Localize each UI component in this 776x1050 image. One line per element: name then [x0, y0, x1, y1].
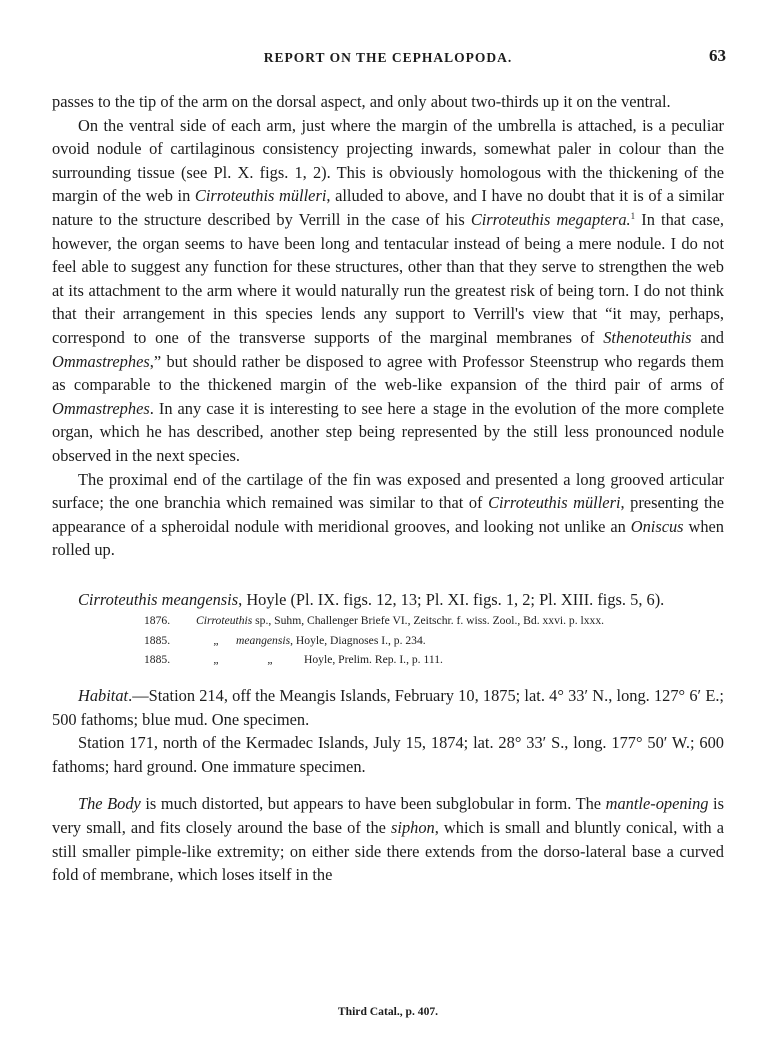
taxon-name: Sthenoteuthis: [603, 327, 692, 347]
section-term: The Body: [78, 794, 141, 814]
paragraph-text: . In any case it is interesting to see here a stage in the evolution of the more complete organ, which he has described, another step being represented by the still less pronounced nodule observed in the next species.: [52, 398, 724, 465]
taxon-name: Cirroteuthis: [196, 614, 253, 628]
synonymy-text: , Hoyle, Diagnoses I., p. 234.: [290, 633, 426, 647]
species-heading: [52, 588, 724, 612]
synonymy-text: Hoyle, Prelim. Rep. I., p. 111.: [304, 653, 443, 667]
footnote: Third Catal., p. 407.: [337, 1005, 439, 1018]
paragraph-text: passes to the tip of the arm on the dorsal aspect, and only about two-thirds up it on the ventral.: [52, 92, 671, 111]
habitat-label: Habitat: [78, 685, 129, 705]
synonymy-year: 1876.: [144, 614, 171, 628]
paragraph-text: when rolled up.: [52, 516, 725, 560]
taxon-name: Ommastrephes: [52, 351, 150, 371]
running-title: REPORT ON THE CEPHALOPODA.: [263, 50, 513, 65]
page-header: [50, 46, 726, 70]
station-text: Station 171, north of the Kermadec Islands, July 15, 1874; lat. 28° 33′ S., long. 177° 50′ W.; 600 fathoms; hard ground. One immature specimen.: [52, 733, 724, 776]
synonymy-list: [144, 611, 724, 670]
page-body: [52, 90, 724, 887]
taxon-name: Oniscus: [630, 516, 684, 536]
paragraph-text: , which is small and bluntly conical, with a still smaller pimple-like extremity; on either side there extends from the dorso-lateral base a curved fold of membrane, which loses itself in the: [52, 817, 724, 885]
page-number: 63: [709, 46, 726, 65]
species-name: Cirroteuthis meangensis: [78, 589, 239, 609]
habitat-text: .—Station 214, off the Meangis Islands, February 10, 1875; lat. 4° 33′ N., long. 127° 6′ E.; 500 fathoms; blue mud. One specimen.: [52, 685, 724, 729]
footnote-marker: 1: [630, 210, 636, 221]
paragraph-text: and: [691, 327, 725, 347]
body-description-paragraph: [52, 792, 724, 886]
synonymy-year: 1885.: [144, 653, 171, 667]
synonymy-entry: [144, 611, 724, 631]
paragraph-text: , alluded to above, and I have no doubt that it is of a similar nature to the structure described by Verrill in the case of his: [52, 186, 725, 229]
paragraph-ventral-nodule: [52, 114, 724, 468]
ditto-mark: „: [213, 633, 219, 647]
ditto-mark: „: [213, 653, 219, 667]
taxon-name: Cirroteuthis mülleri: [488, 493, 621, 513]
section-term: mantle-opening: [605, 794, 709, 814]
paragraph-text: is very small, and fits closely around the base of the: [52, 794, 724, 837]
habitat-paragraph: [52, 684, 724, 731]
paragraph-text: On the ventral side of each arm, just where the margin of the umbrella is attached, is a peculiar ovoid nodule of cartilaginous consistency projecting inwards, somewhat paler in colour than the surrounding tissue (see Pl. X. figs. 1, 2). This is obviously homologous with the thickening of the margin of the web in: [52, 115, 724, 206]
taxon-name: Cirroteuthis megaptera.: [470, 209, 631, 229]
paragraph-text: , presenting the appearance of a spheroidal nodule with meridional grooves, and looking not unlike an: [52, 493, 724, 536]
paragraph-text: In that case, however, the organ seems to have been long and tentacular instead of being a mere nodule. I do not feel able to suggest any function for these structures, other than that they serve to strengthen the web at its attachment to the arm where it would naturally run the greatest risk of being torn. I do not think that their arrangement in this species lends any support to Verrill's view that “it may, perhaps, correspond to one of the transverse supports of the marginal membranes of: [52, 209, 724, 347]
taxon-name: Ommastrephes: [52, 398, 150, 418]
paragraph-text: ,” but should rather be disposed to agree with Professor Steenstrup who regards them as comparable to the thickened margin of the web-like expansion of the third pair of arms of: [52, 351, 724, 395]
taxon-name: Cirroteuthis mülleri: [194, 186, 327, 206]
station-paragraph: [52, 731, 724, 778]
synonymy-text: sp., Suhm, Challenger Briefe VI., Zeitschr. f. wiss. Zool., Bd. xxvi. p. lxxx.: [252, 614, 605, 628]
species-references: , Hoyle (Pl. IX. figs. 12, 13; Pl. XI. figs. 1, 2; Pl. XIII. figs. 5, 6).: [238, 589, 665, 609]
synonymy-entry: [144, 650, 724, 670]
taxon-name: meangensis: [236, 633, 291, 647]
paragraph-continuation: [52, 90, 724, 114]
section-term: siphon: [391, 817, 435, 837]
synonymy-entry: [144, 631, 724, 651]
synonymy-year: 1885.: [144, 633, 171, 647]
paragraph-text: is much distorted, but appears to have been subglobular in form. The: [140, 794, 606, 814]
ditto-mark: „: [267, 653, 273, 667]
paragraph-fin-cartilage: [52, 468, 724, 562]
paragraph-text: The proximal end of the cartilage of the fin was exposed and presented a long grooved articular surface; the one branchia which remained was similar to that of: [52, 469, 724, 513]
